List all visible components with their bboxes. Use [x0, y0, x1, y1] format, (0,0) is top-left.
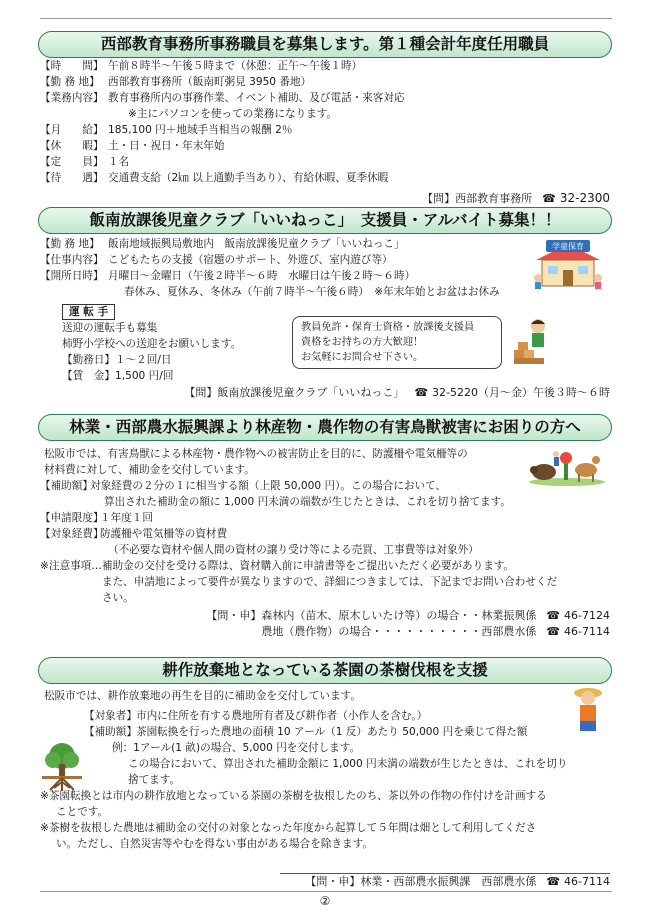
phone-number: 46-7124 [564, 609, 610, 622]
s3-contact [40, 608, 610, 624]
row-value: １～２回/日 [114, 354, 172, 366]
row-label: 【対象者】 [84, 710, 137, 722]
driver-line: 柿野小学校への送迎をお願いします。 [62, 338, 242, 350]
row-label: 【賃 金】 [62, 370, 115, 382]
row-label: 【補助額】 [84, 726, 137, 738]
row-label: 【定 員】 [40, 156, 104, 168]
s1-row [40, 122, 610, 138]
subsidy-row [40, 724, 610, 740]
note-line: 教員免許・保育士資格・放課後支援員 [301, 322, 475, 333]
section4-title: 耕作放棄地となっている茶園の茶樹伐根を支援 [38, 657, 612, 684]
bottom-rule [40, 891, 612, 892]
s1-row [40, 170, 610, 186]
phone-icon: ☎ [546, 875, 561, 888]
note-line: い。ただし、自然災害等やむを得ない事由がある場合を除きます。 [56, 838, 373, 850]
phone-icon: ☎ [542, 192, 556, 205]
row-value: 1,500 円/回 [114, 370, 174, 382]
note-line: ※注意事項…補助金の交付を受ける際は、資材購入前に申請書等をご提出いただく必要があります。 [40, 560, 515, 572]
row-value: 午前８時半～午後５時まで（休憩：正午～午後１時） [108, 60, 363, 72]
s1-row [40, 90, 610, 106]
row-label: 【月 給】 [40, 124, 104, 136]
row-label: 【開所日時】 [40, 270, 104, 282]
tree-roots-illustration [40, 742, 84, 797]
s2-row [40, 252, 610, 268]
page-number: ② [319, 894, 331, 908]
s1-row [40, 74, 610, 90]
subsidy-row [40, 478, 610, 494]
s2-row [40, 284, 610, 300]
driver-tag-label: 運 転 手 [62, 304, 115, 320]
row-value: 茶園転換を行った農地の面積 10 アール（1 反）あたり 50,000 円を乗じて得た額 [136, 726, 528, 738]
row-value: 土・日・祝日・年末年始 [108, 140, 225, 152]
row-label: 【勤務日】 [62, 354, 115, 366]
contact-label: 【問・申】森林内（苗木、原木しいたけ等）の場合・・林業振興係 [206, 609, 537, 622]
section2-title: 飯南放課後児童クラブ「いいねっこ」 支援員・アルバイト募集！！ [38, 207, 612, 234]
note-line: ことです。 [56, 806, 109, 818]
farmer-illustration [570, 684, 606, 739]
row-value: 防護柵や電気柵等の資材費 [100, 528, 228, 540]
row-label: 【勤 務 地】 [40, 76, 100, 88]
note-line: さい。 [102, 592, 134, 604]
s2-row [40, 268, 610, 284]
driver-tag [62, 304, 115, 320]
row-value: 185,100 円＋地域手当相当の報酬 2％ [108, 124, 293, 136]
row-label: 【休 暇】 [40, 140, 104, 152]
driver-block [62, 320, 302, 384]
phone-icon: ☎ [414, 386, 429, 399]
row-value: 飯南地域振興局敷地内 飯南放課後児童クラブ「いいねっこ」 [108, 238, 405, 250]
row-label: 【仕事内容】 [40, 254, 104, 266]
s1-contact [40, 190, 610, 207]
row-label: 【時 間】 [40, 60, 104, 72]
row-label: 【補助額】 [40, 480, 93, 492]
s2-contact [184, 385, 610, 401]
s3-contact [40, 624, 610, 640]
section3-body [40, 446, 610, 640]
intro-line: 材料費に対して、補助金を交付しています。 [44, 464, 255, 476]
school-house-illustration [532, 238, 604, 295]
row-value: 教育事務所内の事務作業、イベント補助、及び電話・来客対応 [108, 92, 405, 104]
section4-body [40, 688, 610, 852]
row-value: １名 [108, 156, 130, 168]
note-line: ※茶園転換とは市内の耕作放地となっている茶園の茶樹を抜根したのち、茶以外の作物の作付けを計画する [40, 790, 547, 802]
limit-row [40, 510, 610, 526]
driver-line: 送迎の運転手も募集 [62, 322, 158, 334]
row-value: 市内に住所を有する農地所有者及び耕作者（小作人を含む。） [136, 710, 428, 722]
note-line: 資格をお持ちの方大歓迎！ [301, 337, 424, 348]
phone-number: 32-2300 [559, 191, 610, 205]
phone-icon: ☎ [546, 609, 561, 622]
row-label: 【業務内容】 [40, 92, 104, 104]
contact-label: 【問・申】林業・西部農水振興課 西部農水係 [305, 875, 537, 888]
note-line: ※茶樹を抜根した農地は補助金の交付の対象となった年度から起算して５年間は畑として利用してくださ [40, 822, 537, 834]
row-value: １年度１回 [100, 512, 153, 524]
section2-body [40, 236, 610, 300]
row-label: 【待 遇】 [40, 172, 104, 184]
note-line: お気軽にお問合せ下さい。 [301, 352, 424, 363]
section1-title: 西部教育事務所事務職員を募集します。第１種会計年度任用職員 [38, 31, 612, 58]
target-row [40, 526, 610, 542]
row-value: 交通費支給（2㎞ 以上通勤手当あり）、有給休暇、夏季休暇 [108, 172, 389, 184]
s1-row [40, 154, 610, 170]
target-row [40, 708, 610, 724]
driver-row [62, 352, 302, 368]
section3-title: 林業・西部農水振興課より林産物・農作物の有害鳥獣被害にお困りの方へ [38, 414, 612, 441]
driver-row [62, 368, 302, 384]
sign-text: 学童保育 [552, 242, 584, 251]
row-value: ※主にパソコンを使っての業務になります。 [128, 108, 338, 120]
qualification-note [292, 316, 502, 369]
row-value: こどもたちの支援（宿題のサポート、外遊び、室内遊び等） [108, 254, 393, 266]
kids-blocks-illustration [512, 316, 552, 371]
intro-line: 松阪市では、有害鳥獣による林産物・農作物への被害防止を目的に、防護柵や電気柵等の [44, 448, 468, 460]
phone-number: 46-7114 [564, 875, 610, 888]
phone-number: 46-7114 [564, 625, 610, 638]
subsidy-line: 捨てます。 [128, 774, 181, 786]
animals-illustration [528, 446, 606, 491]
contact-label: 【問】西部教育事務所 [422, 192, 533, 205]
intro-line: 松阪市では、耕作放棄地の再生を目的に補助金を交付しています。 [44, 690, 361, 702]
s1-row [40, 58, 610, 74]
top-rule [40, 18, 612, 19]
phone-icon: ☎ [546, 625, 561, 638]
row-value: 月曜日～金曜日（午後２時半～６時 水曜日は午後２時～６時） [108, 270, 416, 282]
subsidy-line: この場合において、算出された補助金額に 1,000 円未満の端数が生じたときは、これを切り [128, 758, 568, 770]
row-label: 【勤 務 地】 [40, 238, 100, 250]
s2-row [40, 236, 610, 252]
row-label: 【対象経費】 [40, 528, 104, 540]
row-value: 対象経費の２分の１に相当する額（上限 50,000 円）。この場合において、 [90, 480, 447, 492]
subsidy-line: 算出された補助金の額に 1,000 円未満の端数が生じたときは、これを切り捨てます。 [104, 496, 511, 508]
section1-body [40, 58, 610, 207]
s1-row [40, 138, 610, 154]
note-line: また、申請地によって要件が異なりますので、詳細につきましては、下記までお問い合わせくだ [102, 576, 558, 588]
row-value: 春休み、夏休み、冬休み（午前７時半～午後６時） ※年末年始とお盆はお休み [124, 286, 500, 298]
contact-label: 農地（農作物）の場合・・・・・・・・・・西部農水係 [261, 625, 537, 638]
phone-number: 32-5220（月～金）午後３時～６時 [432, 386, 610, 399]
contact-label: 【問】飯南放課後児童クラブ「いいねっこ」 [184, 386, 405, 399]
s1-row [40, 106, 610, 122]
row-value: 西部教育事務所（飯南町粥見 3950 番地） [108, 76, 312, 88]
subsidy-line: 例：1アール(1 畝)の場合、5,000 円を交付します。 [112, 742, 361, 754]
target-line: （不必要な資材や個人間の資材の譲り受け等による売買、工事費等は対象外） [108, 544, 479, 556]
row-label: 【申請限度】 [40, 512, 104, 524]
s4-contact [305, 874, 610, 890]
